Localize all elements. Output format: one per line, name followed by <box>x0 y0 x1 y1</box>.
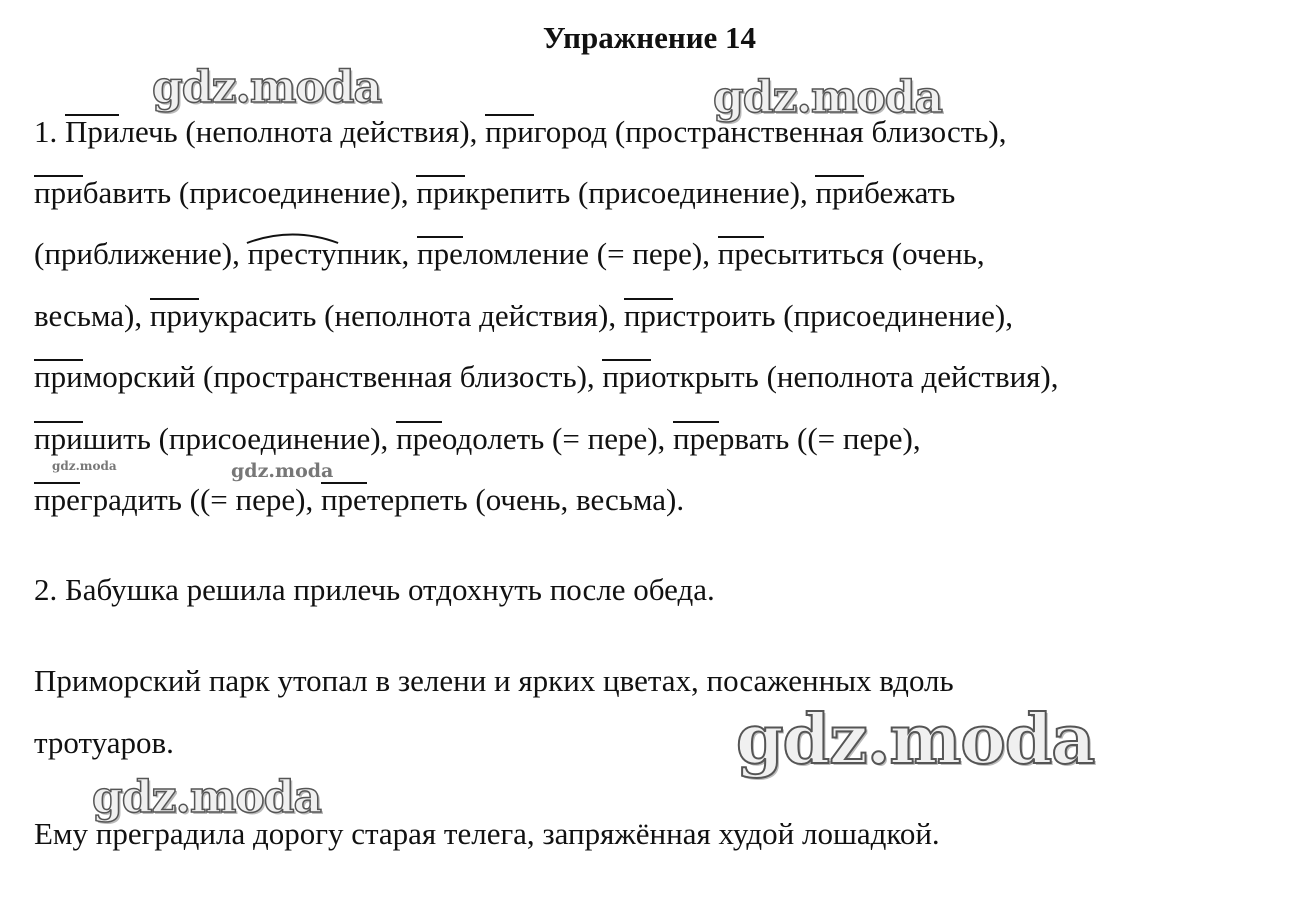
prefix-mark: при <box>416 173 465 213</box>
watermark-logo: gdz.moda <box>736 700 1095 780</box>
prefix-mark: пре <box>673 419 719 459</box>
text-segment: пник, <box>336 236 417 271</box>
watermark-logo: gdz.moda <box>713 72 943 123</box>
prefix-mark: пре <box>321 480 367 520</box>
text-segment: (приближение), <box>34 236 248 271</box>
sentence-3: Ему преградила дорогу старая телега, запряжённая худой лошадкой. <box>34 816 940 851</box>
prefix-mark: при <box>34 173 83 213</box>
prefix-mark: пре <box>417 234 463 274</box>
text-segment: город (пространственная близость), <box>533 114 1007 149</box>
text-segment: лечь (неполнота действия), <box>119 114 486 149</box>
prefix-mark: при <box>602 357 651 397</box>
text-segment: шить (присоединение), <box>82 421 397 456</box>
watermark-logo: gdz.moda <box>152 62 382 113</box>
text-segment: крепить (присоединение), <box>465 175 816 210</box>
page-title: Упражнение 14 <box>542 20 757 55</box>
prefix-mark: при <box>815 173 864 213</box>
watermark-logo: gdz.moda <box>231 460 334 482</box>
prefix-mark: при <box>624 296 673 336</box>
text-segment: весьма), <box>34 298 150 333</box>
sentence-1: 2. Бабушка решила прилечь отдохнуть после обеда. <box>34 572 715 607</box>
answer-line-7 <box>34 480 684 520</box>
text-segment: рвать ((= пере), <box>718 421 921 456</box>
sentence-2-line-1: Приморский парк утопал в зелени и ярких цветах, посаженных вдоль <box>34 663 954 698</box>
text-segment: открыть (неполнота действия), <box>651 359 1059 394</box>
text-segment: ломление (= пере), <box>462 236 718 271</box>
answer-line-6 <box>34 419 921 459</box>
text-segment: строить (присоединение), <box>672 298 1013 333</box>
prefix-mark: при <box>485 112 534 152</box>
sentence-2-line-2: тротуаров. <box>34 725 174 760</box>
prefix-mark: пре <box>718 234 764 274</box>
watermark-logo: gdz.moda <box>92 772 322 823</box>
answer-line-4 <box>34 296 1013 336</box>
answer-line-2 <box>34 173 955 213</box>
text-segment: терпеть (очень, весьма). <box>366 482 685 517</box>
text-segment: сытиться (очень, <box>763 236 985 271</box>
text-segment: морский (пространственная близость), <box>82 359 603 394</box>
watermark-logo: gdz.moda <box>52 459 117 473</box>
prefix-mark: при <box>150 296 199 336</box>
answer-line-3 <box>34 234 985 274</box>
text-segment: 1. <box>34 114 65 149</box>
text-segment: градить ((= пере), <box>79 482 321 517</box>
root-arc-mark: престу <box>247 236 337 271</box>
text-segment: украсить (неполнота действия), <box>198 298 624 333</box>
prefix-mark: При <box>65 112 119 152</box>
prefix-mark: пре <box>396 419 442 459</box>
prefix-mark: пре <box>34 480 80 520</box>
text-segment: бавить (присоединение), <box>82 175 417 210</box>
prefix-mark: при <box>34 357 83 397</box>
text-segment: бежать <box>864 175 956 210</box>
text-segment: одолеть (= пере), <box>441 421 674 456</box>
prefix-mark: при <box>34 419 83 459</box>
answer-line-5 <box>34 357 1059 397</box>
